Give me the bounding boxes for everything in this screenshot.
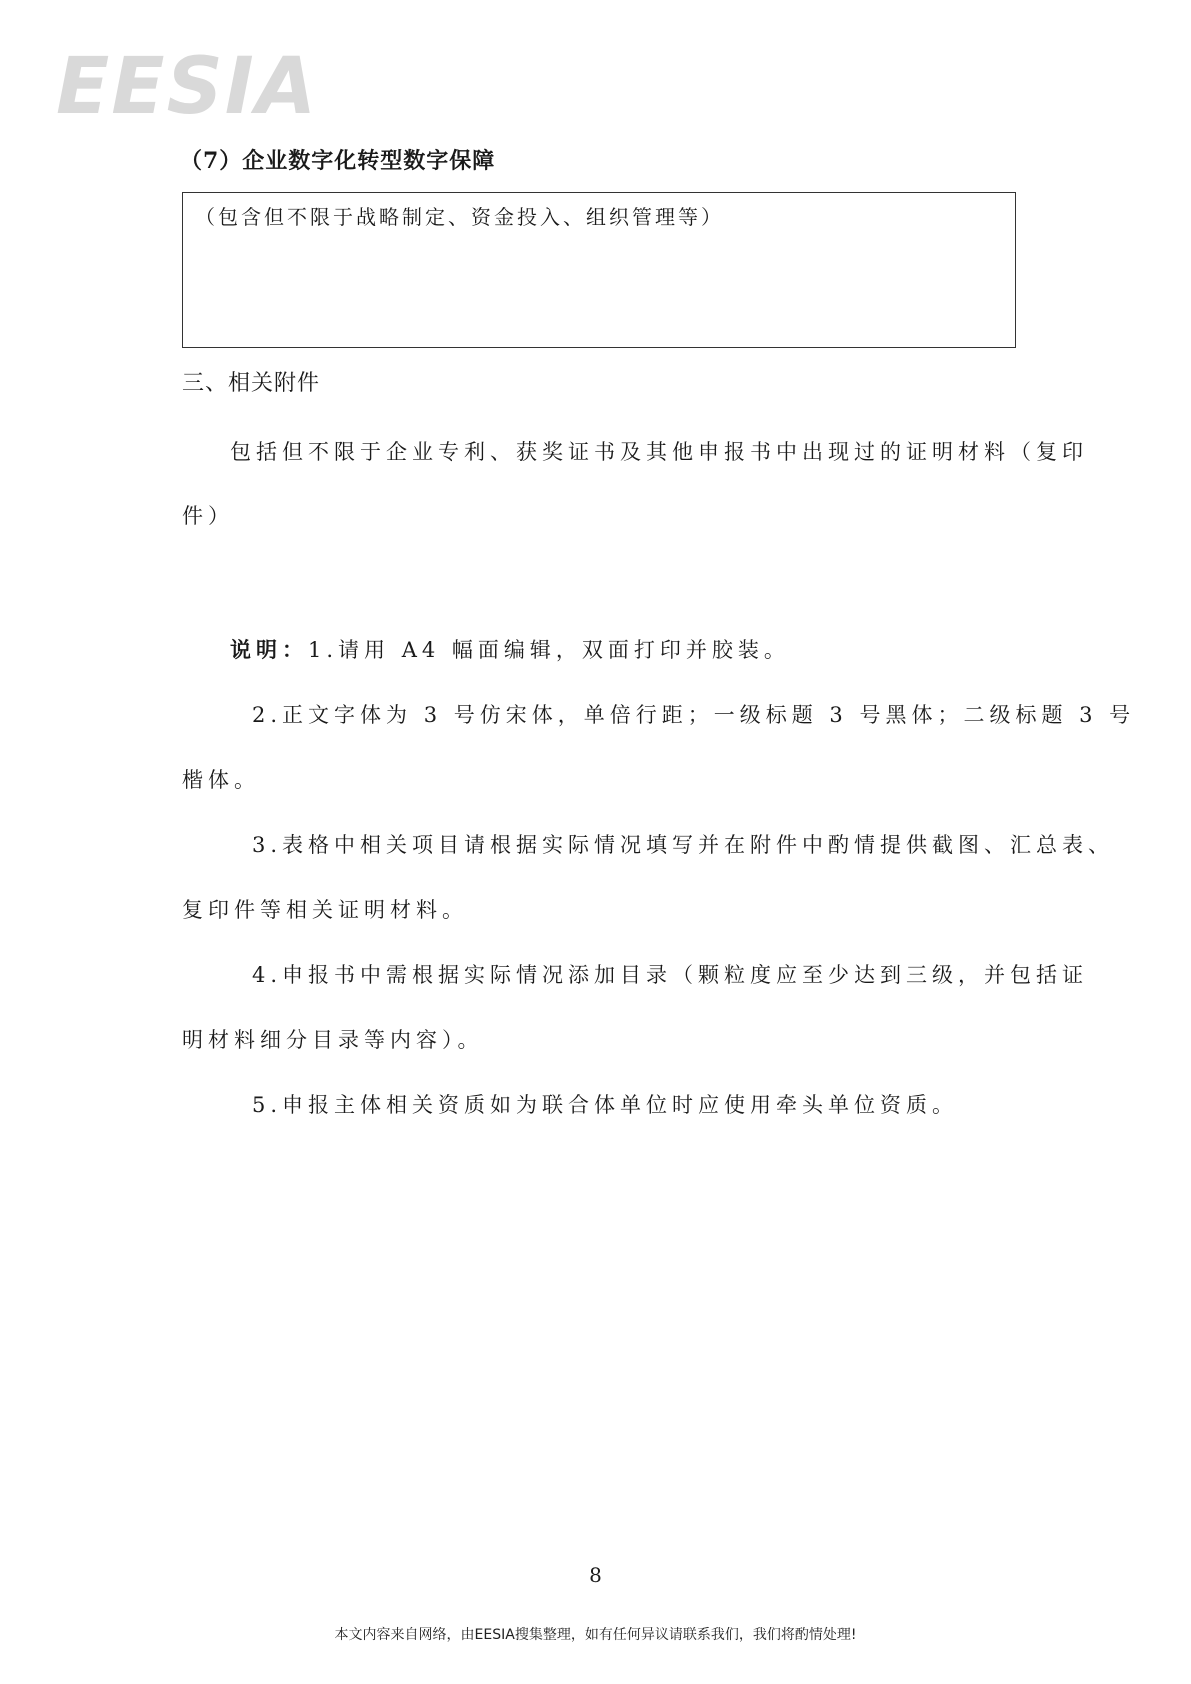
eesia-logo: EESIA bbox=[56, 42, 319, 132]
note-item-2-line-1: 2.正文字体为 3 号仿宋体，单倍行距；一级标题 3 号黑体；二级标题 3 号 bbox=[252, 703, 1136, 727]
digital-guarantee-input-box[interactable] bbox=[182, 192, 1016, 348]
page-number: 8 bbox=[589, 1563, 602, 1587]
note-item-2-line-2: 楷体。 bbox=[182, 768, 260, 792]
note-item-1 bbox=[230, 634, 790, 664]
note-item-1-text: 1.请用 A4 幅面编辑，双面打印并胶装。 bbox=[308, 638, 790, 662]
attachments-paragraph-line-1: 包括但不限于企业专利、获奖证书及其他申报书中出现过的证明材料（复印 bbox=[230, 440, 1088, 464]
note-item-4-line-2: 明材料细分目录等内容）。 bbox=[182, 1028, 484, 1052]
footer-disclaimer: 本文内容来自网络，由EESIA搜集整理，如有任何异议请联系我们，我们将酌情处理! bbox=[334, 1627, 857, 1643]
note-item-3-line-2: 复印件等相关证明材料。 bbox=[182, 898, 468, 922]
fill-box-placeholder: （包含但不限于战略制定、资金投入、组织管理等） bbox=[195, 205, 724, 229]
note-item-5: 5.申报主体相关资质如为联合体单位时应使用牵头单位资质。 bbox=[252, 1093, 959, 1117]
note-item-3-line-1: 3.表格中相关项目请根据实际情况填写并在附件中酌情提供截图、汇总表、 bbox=[252, 833, 1115, 857]
attachments-paragraph-line-2: 件） bbox=[182, 504, 234, 528]
attachments-heading: 三、相关附件 bbox=[182, 371, 321, 396]
notes-label: 说明： bbox=[230, 637, 308, 662]
note-item-4-line-1: 4.申报书中需根据实际情况添加目录（颗粒度应至少达到三级，并包括证 bbox=[252, 963, 1089, 987]
section-7-heading: （7）企业数字化转型数字保障 bbox=[180, 148, 496, 174]
